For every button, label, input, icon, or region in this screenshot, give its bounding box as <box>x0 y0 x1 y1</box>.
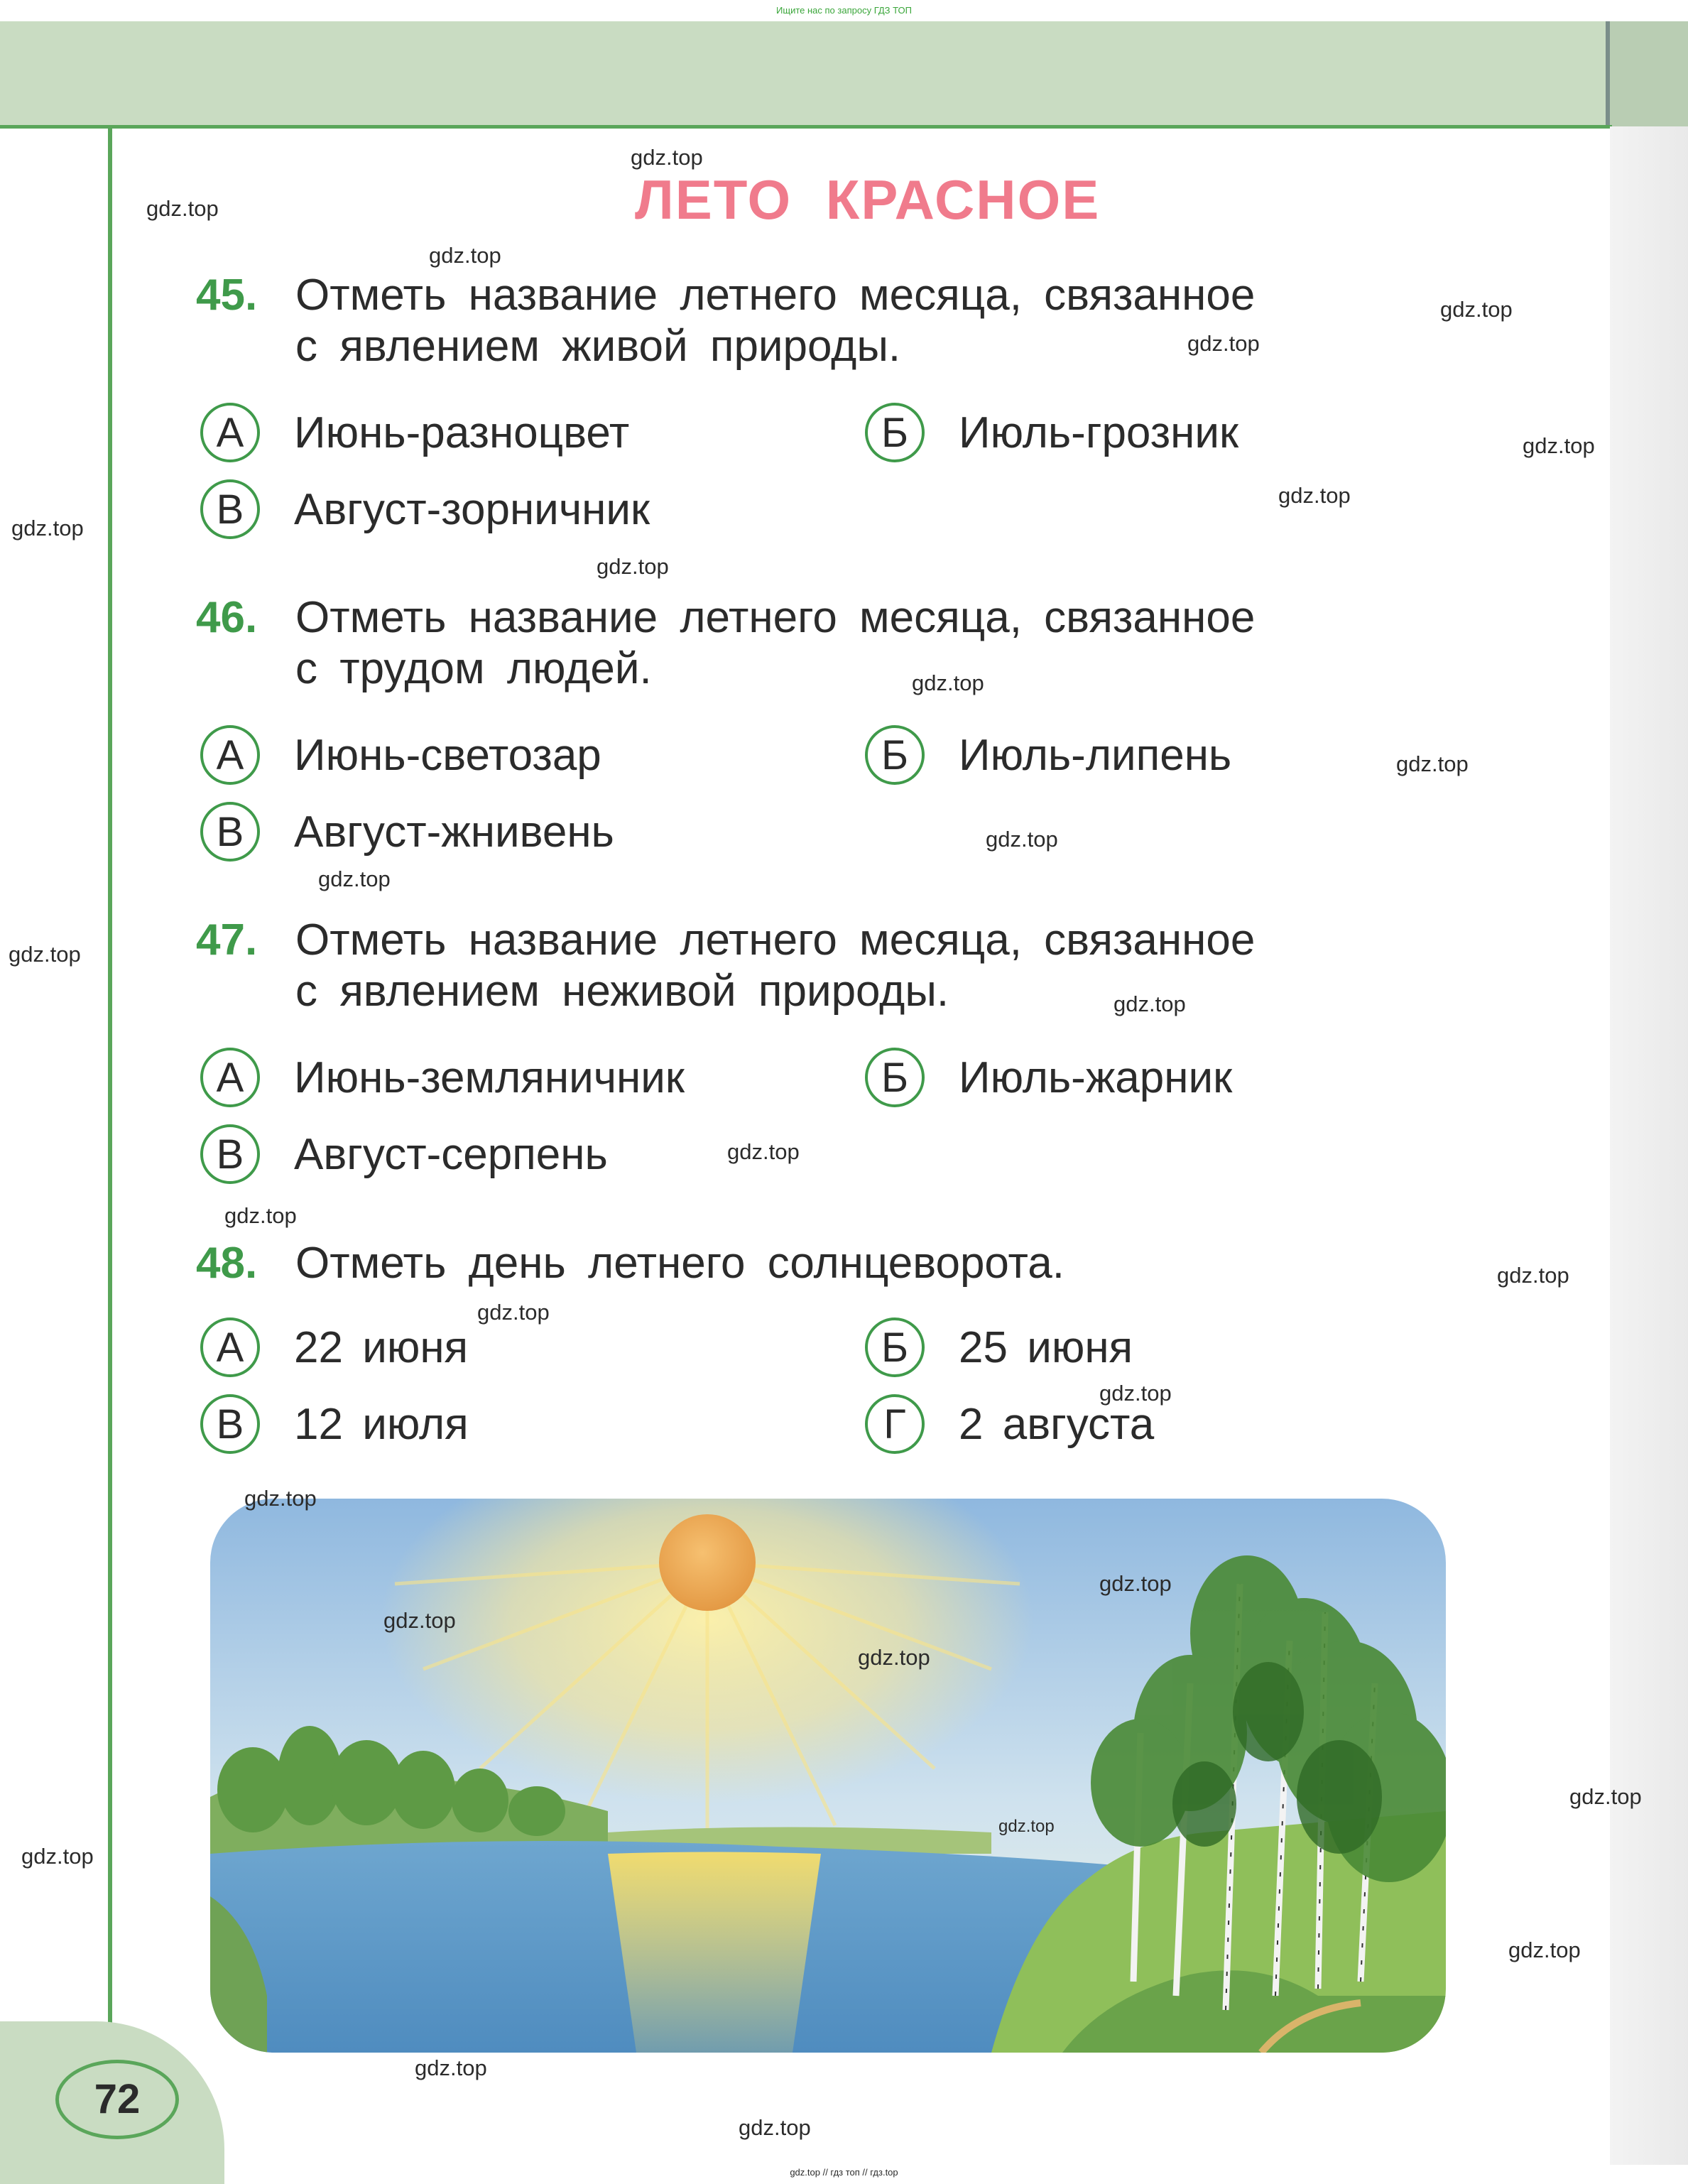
page-edge-shadow <box>1610 126 1688 2165</box>
option-text: Август-серпень <box>294 1129 608 1179</box>
question-number: 45. <box>196 271 258 320</box>
option-text: Август-жнивень <box>294 807 614 857</box>
option-text: Июль-липень <box>959 730 1232 780</box>
watermark-text: gdz.top <box>9 942 81 967</box>
watermark-text: gdz.top <box>1099 1381 1172 1406</box>
option-letter-badge[interactable]: Б <box>865 1318 925 1377</box>
option-45-a[interactable] <box>200 403 629 462</box>
top-banner: Ищите нас по запросу ГДЗ ТОП <box>0 0 1688 21</box>
watermark-text: gdz.top <box>1497 1263 1569 1288</box>
watermark-text: gdz.top <box>631 145 703 170</box>
watermark-text: gdz.top <box>21 1844 94 1869</box>
option-letter-badge[interactable]: А <box>200 1048 260 1107</box>
option-letter-badge[interactable]: А <box>200 725 260 785</box>
watermark-text: gdz.top <box>224 1203 297 1228</box>
watermark-text: gdz.top <box>1523 433 1595 458</box>
left-margin-rule <box>108 125 112 2036</box>
watermark-text: gdz.top <box>383 1608 456 1633</box>
option-46-a[interactable] <box>200 725 601 785</box>
question-45 <box>196 270 1446 372</box>
question-text-line2: с явлением живой природы. <box>295 322 901 371</box>
watermark-text: gdz.top <box>739 2115 811 2140</box>
option-47-b[interactable] <box>865 1048 1232 1107</box>
bottom-banner: gdz.top // гдз топ // гдз.top <box>790 2167 898 2178</box>
question-number: 48. <box>196 1239 258 1288</box>
option-letter-badge[interactable]: А <box>200 1318 260 1377</box>
watermark-text: gdz.top <box>597 554 669 579</box>
option-48-a[interactable] <box>200 1318 468 1377</box>
page-number: 72 <box>55 2060 179 2139</box>
watermark-text: gdz.top <box>727 1139 800 1164</box>
watermark-text: gdz.top <box>1440 297 1513 322</box>
watermark-text: gdz.top <box>1278 483 1351 508</box>
option-letter-badge[interactable]: Б <box>865 725 925 785</box>
question-text-line1: Отметь название летнего месяца, связанное <box>295 271 1256 320</box>
question-text-line2: с трудом людей. <box>295 644 652 693</box>
watermark-text: gdz.top <box>912 670 984 695</box>
watermark-text: gdz.top <box>1569 1784 1642 1809</box>
option-47-a[interactable] <box>200 1048 685 1107</box>
option-text: Июнь-разноцвет <box>294 408 630 457</box>
option-text: 2 августа <box>959 1399 1155 1449</box>
watermark-text: gdz.top <box>146 196 219 221</box>
question-number: 46. <box>196 593 258 642</box>
option-text: Июнь-земляничник <box>294 1053 685 1102</box>
option-48-b[interactable] <box>865 1318 1133 1377</box>
option-letter-badge[interactable]: В <box>200 802 260 862</box>
watermark-text: gdz.top <box>1187 331 1260 356</box>
question-46 <box>196 592 1446 695</box>
watermark-text: gdz.top <box>1113 992 1186 1016</box>
question-text-line1: Отметь название летнего месяца, связанное <box>295 916 1256 965</box>
sun <box>659 1514 756 1611</box>
watermark-text: gdz.top <box>477 1300 550 1325</box>
option-text: 22 июня <box>294 1322 469 1372</box>
watermark-text: gdz.top <box>986 827 1058 852</box>
sun-reflection <box>608 1852 821 2053</box>
option-text: 25 июня <box>959 1322 1133 1372</box>
option-letter-badge[interactable]: Г <box>865 1394 925 1454</box>
watermark-text: gdz.top <box>318 866 391 891</box>
watermark-text: gdz.top <box>998 1817 1055 1836</box>
option-48-c[interactable] <box>200 1394 469 1454</box>
option-letter-badge[interactable]: А <box>200 403 260 462</box>
watermark-text: gdz.top <box>11 516 84 540</box>
option-letter-badge[interactable]: В <box>200 479 260 539</box>
option-text: 12 июля <box>294 1399 469 1449</box>
option-46-b[interactable] <box>865 725 1231 785</box>
option-47-c[interactable] <box>200 1124 608 1184</box>
header-rule <box>0 125 1612 129</box>
header-band <box>0 21 1688 126</box>
option-text: Июль-жарник <box>959 1053 1233 1102</box>
question-48 <box>196 1238 1446 1289</box>
option-letter-badge[interactable]: Б <box>865 1048 925 1107</box>
option-letter-badge[interactable]: В <box>200 1124 260 1184</box>
option-45-b[interactable] <box>865 403 1238 462</box>
option-letter-badge[interactable]: В <box>200 1394 260 1454</box>
watermark-text: gdz.top <box>1099 1571 1172 1596</box>
summer-landscape-illustration <box>210 1499 1446 2053</box>
watermark-text: gdz.top <box>244 1486 317 1511</box>
option-letter-badge[interactable]: Б <box>865 403 925 462</box>
header-right-tab <box>1606 21 1688 126</box>
option-text: Август-зорничник <box>294 484 650 534</box>
option-text: Июнь-светозар <box>294 730 601 780</box>
watermark-text: gdz.top <box>1508 1938 1581 1962</box>
watermark-text: gdz.top <box>1396 751 1469 776</box>
watermark-text: gdz.top <box>858 1645 930 1670</box>
question-number: 47. <box>196 916 258 965</box>
question-text-line1: Отметь день летнего солнцеворота. <box>295 1239 1064 1288</box>
option-46-c[interactable] <box>200 802 614 862</box>
question-text-line2: с явлением неживой природы. <box>295 967 949 1016</box>
watermark-text: gdz.top <box>415 2055 487 2080</box>
question-text-line1: Отметь название летнего месяца, связанное <box>295 593 1256 642</box>
watermark-text: gdz.top <box>429 243 501 268</box>
page-title: ЛЕТО КРАСНОЕ <box>635 168 1101 231</box>
question-47 <box>196 915 1446 1017</box>
option-45-c[interactable] <box>200 479 650 539</box>
option-text: Июль-грозник <box>959 408 1239 457</box>
